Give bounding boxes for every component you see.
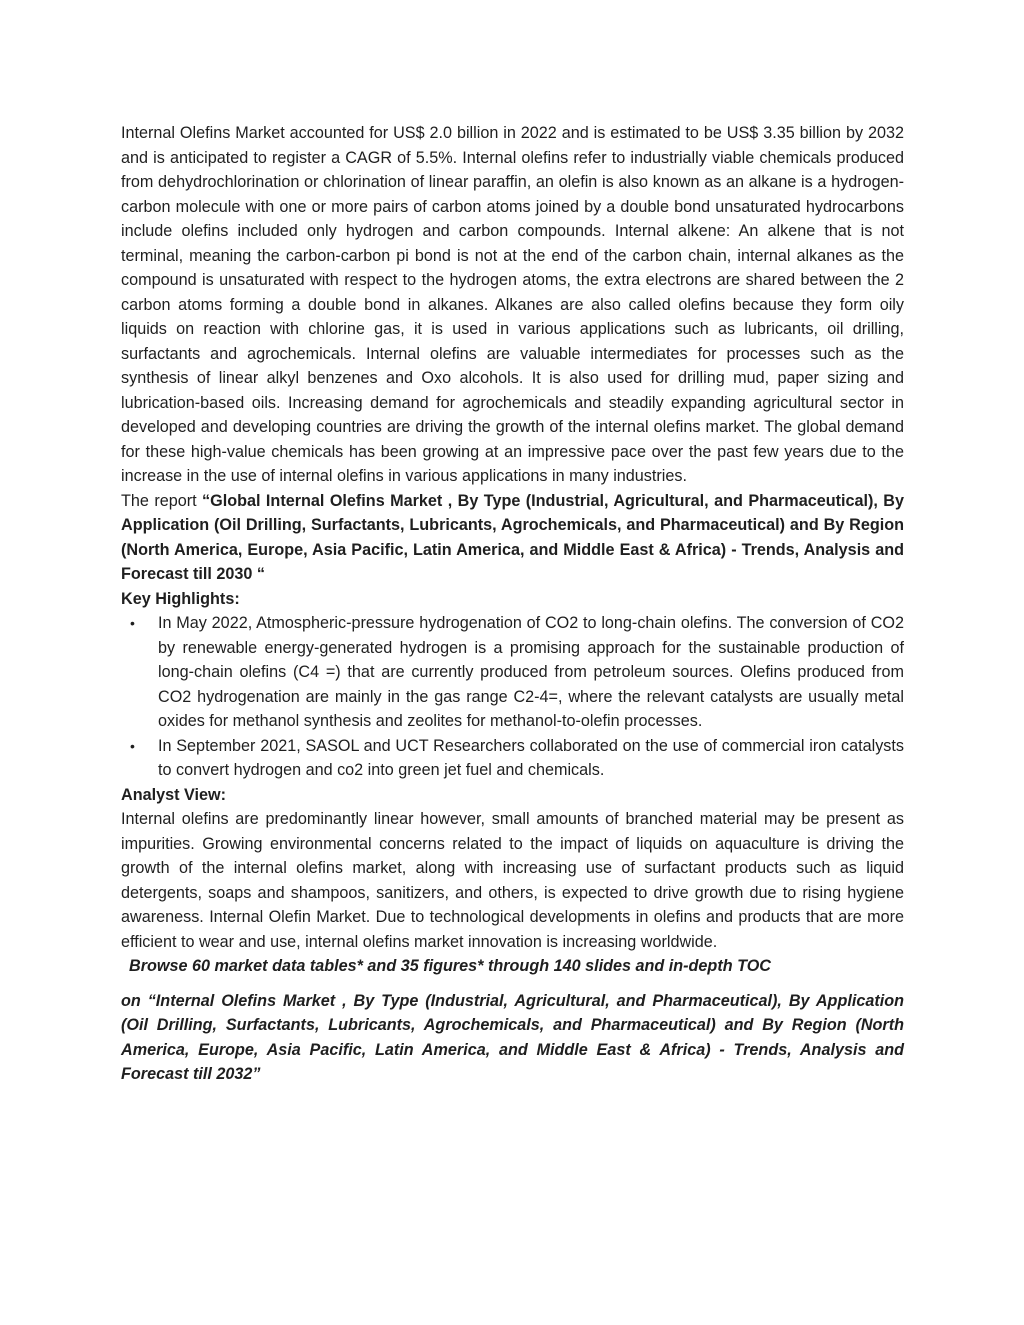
bullet-icon: • (130, 615, 135, 631)
browse-first-line: Browse 60 market data tables* and 35 figures* through 140 slides and in-depth TOC (129, 957, 771, 975)
browse-toc-paragraph (121, 954, 904, 1087)
analyst-view-heading: Analyst View: (121, 785, 226, 804)
browse-report-title: on “Internal Olefins Market , By Type (Industrial, Agricultural, and Pharmaceutical), By Application (Oil Drilling, Surfactants, Lubricants, Agrochemicals, and Pharmaceutical) and By Region (North America, Europe, Asia Pacific, Latin America, and Middle East & Africa) - Trends, Analysis and Forecast till 2032” (121, 991, 904, 1083)
analyst-view-paragraph: Internal olefins are predominantly linear however, small amounts of branched material may be present as impurities. Growing environmental concerns related to the impact of liquids on aquaculture is driving the growth of the internal olefins market, along with increasing use of surfactant products such as liquid detergents, soaps and shampoos, sanitizers, and others, is expected to drive growth due to rising hygiene awareness. Internal Olefin Market. Due to technological developments in olefins and products that are more efficient to wear and use, internal olefins market innovation is increasing worldwide. (121, 810, 904, 951)
intro-paragraph: Internal Olefins Market accounted for US$ 2.0 billion in 2022 and is estimated to be US$ 3.35 billion by 2032 and is anticipated to register a CAGR of 5.5%. Internal olefins refer to industrially viable chemicals produced from dehydrochlorination or chlorination of linear paraffin, an olefin is also known as an alkane is a hydrogen-carbon molecule with one or more pairs of carbon atoms joined by a double bond unsaturated hydrocarbons include olefins included only hydrogen and carbon compounds. Internal alkene: An alkene that is not terminal, meaning the carbon-carbon pi bond is not at the end of the carbon chain, internal alkanes as the compound is unsaturated with respect to the hydrogen atoms, the extra electrons are shared between the 2 carbon atoms forming a double bond in alkanes. Alkanes are also called olefins because they form oily liquids on reaction with chlorine gas, it is used in various applications such as lubricants, oil drilling, surfactants and agrochemicals. Internal olefins are valuable intermediates for processes such as the synthesis of linear alkyl benzenes and Oxo alcohols. It is also used for drilling mud, paper sizing and lubrication-based oils. Increasing demand for agrochemicals and steadily expanding agricultural sector in developed and developing countries are driving the growth of the internal olefins market. The global demand for these high-value chemicals has been growing at an impressive pace over the past few years due to the increase in the use of internal olefins in various applications in many industries. (121, 124, 904, 485)
bullet-icon: • (130, 737, 135, 754)
key-highlights-list (121, 611, 904, 783)
highlight-text: In September 2021, SASOL and UCT Researchers collaborated on the use of commercial iron catalysts to convert hydrogen and co2 into green jet fuel and chemicals. (158, 736, 904, 779)
list-item (130, 611, 904, 734)
report-prefix: The report (121, 491, 203, 510)
list-item (130, 734, 904, 783)
report-title: “Global Internal Olefins Market , By Type (Industrial, Agricultural, and Pharmaceutical), By Application (Oil Drilling, Surfactants, Lubricants, Agrochemicals, and Pharmaceutical) and By Region (North America, Europe, Asia Pacific, Latin America, and Middle East & Africa) - Trends, Analysis and Forecast till 2030 “ (121, 491, 904, 583)
highlight-text: In May 2022, Atmospheric-pressure hydrogenation of CO2 to long-chain olefins. The conversion of CO2 by renewable energy-generated hydrogen is a promising approach for the sustainable production of long-chain olefins (C4 =) that are currently produced from petroleum sources. Olefins produced from CO2 hydrogenation are mainly in the gas range C2-4=, where the relevant catalysts are usually metal oxides for methanol synthesis and zeolites for methanol-to-olefin processes. (158, 614, 904, 730)
report-paragraph (121, 489, 904, 587)
key-highlights-heading: Key Highlights: (121, 589, 240, 608)
document-page (121, 121, 904, 1087)
